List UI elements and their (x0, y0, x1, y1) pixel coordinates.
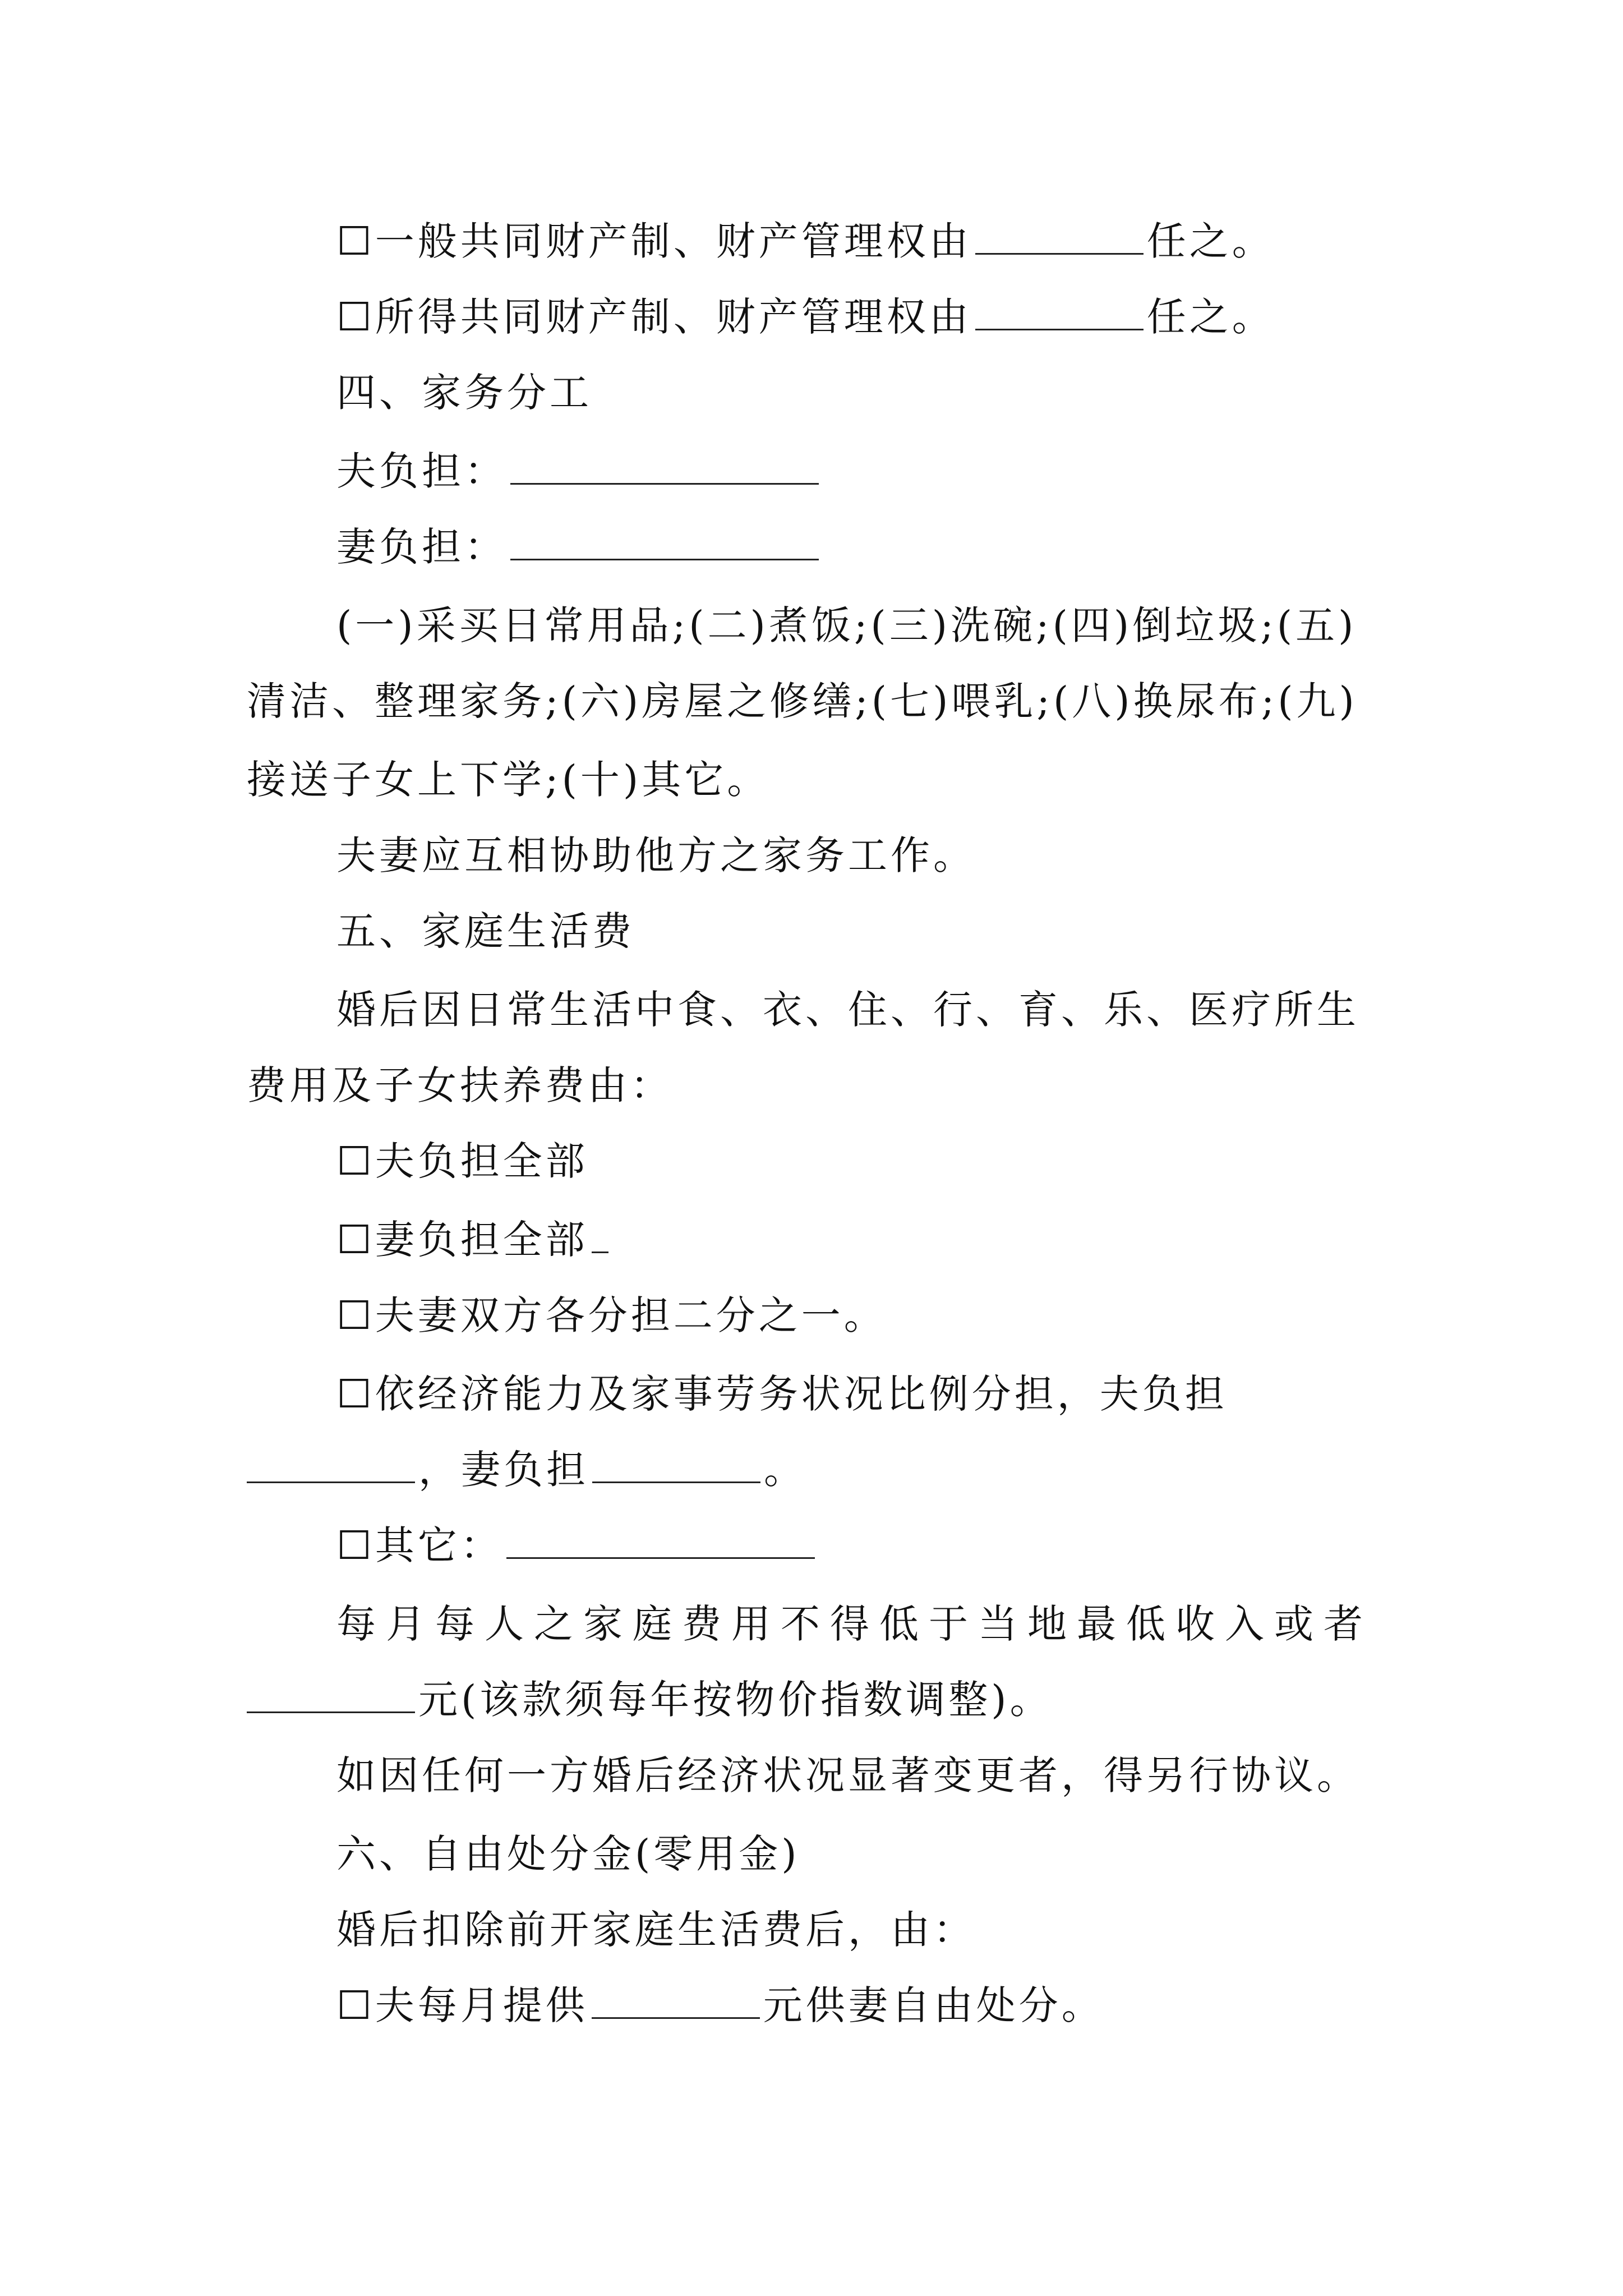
allowance-intro: 婚后扣除前开家庭生活费后，由： (336, 1907, 976, 1953)
option-text-end: 任之。 (1146, 218, 1275, 264)
wife-burden-label: 妻负担： (336, 524, 507, 570)
option-other-label: ☐其它： (336, 1522, 503, 1568)
blank-line (247, 1677, 415, 1713)
option-husband-full: ☐夫负担全部 (336, 1138, 588, 1184)
minimum-expense-line-1: 每月每人之家庭费用不得低于当地最低收入或者 (336, 1601, 1373, 1647)
blank-line (510, 448, 819, 485)
minimum-expense-text: 元(该款须每年按物价指数调整)。 (418, 1677, 1053, 1723)
minimum-expense-line-2 (247, 1672, 1053, 1728)
blank-line (592, 1982, 760, 2019)
living-expenses-intro-2: 费用及子女扶养费由： (247, 1062, 673, 1108)
option-text: ☐夫每月提供 (336, 1982, 588, 2028)
husband-burden-line (336, 443, 822, 499)
living-expenses-intro-1: 婚后因日常生活中食、衣、住、行、育、乐、医疗所生 (336, 987, 1359, 1033)
blank-line (975, 218, 1144, 255)
blank-line (975, 294, 1144, 330)
option-text-end: 元供妻自由处分。 (763, 1982, 1104, 2028)
option-text-end: 任之。 (1146, 294, 1275, 340)
option-other-line (336, 1517, 818, 1573)
option-income-community-property (336, 289, 1275, 345)
mutual-assistance-text: 夫妻应互相协助他方之家务工作。 (336, 832, 976, 878)
economic-change-text: 如因任何一方婚后经济状况显著变更者，得另行协议。 (336, 1752, 1359, 1798)
housework-list-line-3: 接送子女上下学;(十)其它。 (247, 757, 770, 803)
option-ratio-line-1: ☐依经济能力及家事劳务状况比例分担，夫负担 (336, 1371, 1228, 1417)
husband-burden-label: 夫负担： (336, 448, 507, 494)
option-ratio-line-2 (247, 1442, 806, 1498)
ratio-wife-label: ，妻负担 (418, 1447, 589, 1493)
section-heading-living-expenses: 五、家庭生活费 (336, 908, 635, 954)
section-heading-housework: 四、家务分工 (336, 370, 592, 416)
blank-line (247, 1447, 415, 1483)
ratio-end: 。 (764, 1447, 806, 1493)
blank-line (592, 1217, 608, 1253)
blank-line (510, 524, 819, 560)
option-text: ☐一般共同财产制、财产管理权由 (336, 218, 972, 264)
blank-line (592, 1447, 760, 1483)
section-heading-allowance: 六、自由处分金(零用金) (336, 1831, 800, 1877)
blank-line (506, 1522, 815, 1559)
option-husband-monthly (336, 1977, 1104, 2033)
option-general-community-property (336, 213, 1275, 269)
option-wife-full-line (336, 1212, 612, 1268)
wife-burden-line (336, 519, 822, 575)
option-wife-full: ☐妻负担全部 (336, 1217, 588, 1263)
option-split-half: ☐夫妻双方各分担二分之一。 (336, 1292, 887, 1338)
housework-list-line-2: 清洁、整理家务;(六)房屋之修缮;(七)喂乳;(八)换尿布;(九) (247, 678, 1358, 724)
housework-list-line-1: (一)采买日常用品;(二)煮饭;(三)洗碗;(四)倒垃圾;(五) (336, 602, 1357, 648)
option-text: ☐所得共同财产制、财产管理权由 (336, 294, 972, 340)
